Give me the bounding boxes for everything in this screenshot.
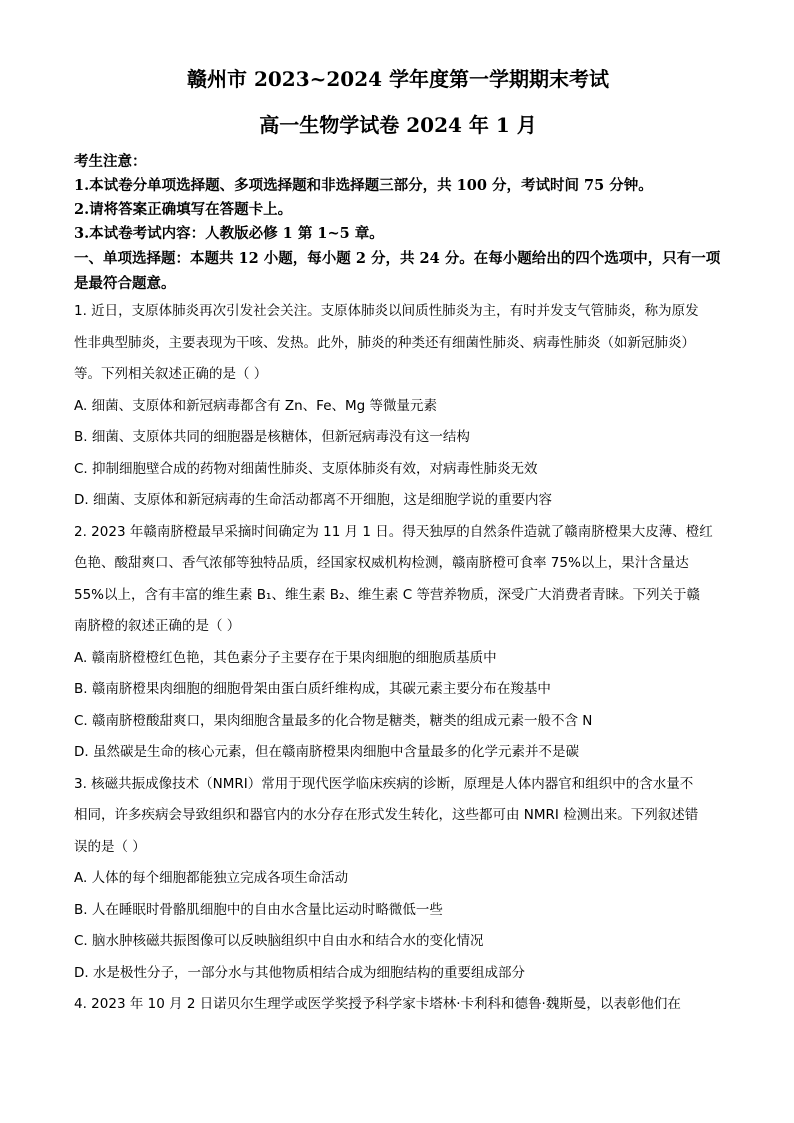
question-stem-line: 误的是（ ） <box>74 838 146 855</box>
option-c: C. 抑制细胞壁合成的药物对细菌性肺炎、支原体肺炎有效，对病毒性肺炎无效 <box>74 460 538 477</box>
question-stem-line: 2. 2023 年赣南脐橙最早采摘时间确定为 11 月 1 日。得天独厚的自然条件造就了赣南脐橙果大皮薄、橙红 <box>74 523 713 540</box>
exam-title: 赣州市 2023~2024 学年度第一学期期末考试 <box>186 67 609 91</box>
notice-item: 1.本试卷分单项选择题、多项选择题和非选择题三部分，共 100 分，考试时间 75 分钟。 <box>74 177 653 194</box>
option-b: B. 细菌、支原体共同的细胞器是核糖体，但新冠病毒没有这一结构 <box>74 429 470 445</box>
question-2 <box>74 517 722 769</box>
question-stem-line: 南脐橙的叙述正确的是（ ） <box>74 618 241 634</box>
question-4 <box>74 989 722 1021</box>
notice-item: 3.本试卷考试内容：人教版必修 1 第 1~5 章。 <box>74 225 384 242</box>
question-stem-line: 1. 近日，支原体肺炎再次引发社会关注。支原体肺炎以间质性肺炎为主，有时并发支气管肺炎，称为原发 <box>74 303 699 319</box>
question-3 <box>74 769 722 990</box>
question-stem-line: 等。下列相关叙述正确的是（ ） <box>74 366 268 382</box>
exam-subtitle: 高一生物学试卷 2024 年 1 月 <box>259 113 537 137</box>
section-instruction: 一、单项选择题：本题共 12 小题，每小题 2 分，共 24 分。在每小题给出的四个选项中，只有一项是最符合题意。 <box>74 250 721 292</box>
option-d: D. 水是极性分子，一部分水与其他物质相结合成为细胞结构的重要组成部分 <box>74 964 525 981</box>
question-stem-line: 3. 核磁共振成像技术（NMRI）常用于现代医学临床疾病的诊断，原理是人体内器官和组织中的含水量不 <box>74 775 694 792</box>
option-c: C. 脑水肿核磁共振图像可以反映脑组织中自由水和结合水的变化情况 <box>74 933 484 949</box>
option-a: A. 赣南脐橙橙红色艳，其色素分子主要存在于果肉细胞的细胞质基质中 <box>74 649 497 666</box>
option-d: D. 细菌、支原体和新冠病毒的生命活动都离不开细胞，这是细胞学说的重要内容 <box>74 492 552 508</box>
notice-heading: 考生注意： <box>74 153 147 170</box>
option-d: D. 虽然碳是生命的核心元素，但在赣南脐橙果肉细胞中含量最多的化学元素并不是碳 <box>74 744 579 760</box>
question-stem-line: 色艳、酸甜爽口、香气浓郁等独特品质，经国家权威机构检测，赣南脐橙可食率 75%以上，果汁含量达 <box>74 555 689 571</box>
question-stem-line: 相同，许多疾病会导致组织和器官内的水分存在形式发生转化，这些都可由 NMRI 检测出来。下列叙述错 <box>74 807 699 823</box>
option-b: B. 人在睡眠时骨骼肌细胞中的自由水含量比运动时略微低一些 <box>74 901 443 918</box>
question-stem-line: 性非典型肺炎，主要表现为干咳、发热。此外，肺炎的种类还有细菌性肺炎、病毒性肺炎（如新冠肺炎） <box>74 334 695 351</box>
notice-item: 2.请将答案正确填写在答题卡上。 <box>74 201 293 218</box>
candidate-notice <box>74 150 722 246</box>
question-stem-line: 55%以上，含有丰富的维生素 B₁、维生素 B₂、维生素 C 等营养物质，深受广大消费者青睐。下列关于赣 <box>74 586 700 603</box>
question-stem-line: 4. 2023 年 10 月 2 日诺贝尔生理学或医学奖授予科学家卡塔林·卡利科和德鲁·魏斯曼，以表彰他们在 <box>74 996 681 1012</box>
option-a: A. 人体的每个细胞都能独立完成各项生命活动 <box>74 870 349 886</box>
question-1 <box>74 296 722 517</box>
option-a: A. 细菌、支原体和新冠病毒都含有 Zn、Fe、Mg 等微量元素 <box>74 397 438 414</box>
option-b: B. 赣南脐橙果肉细胞的细胞骨架由蛋白质纤维构成，其碳元素主要分布在羧基中 <box>74 681 551 697</box>
option-c: C. 赣南脐橙酸甜爽口，果肉细胞含量最多的化合物是糖类，糖类的组成元素一般不含 N <box>74 712 593 729</box>
